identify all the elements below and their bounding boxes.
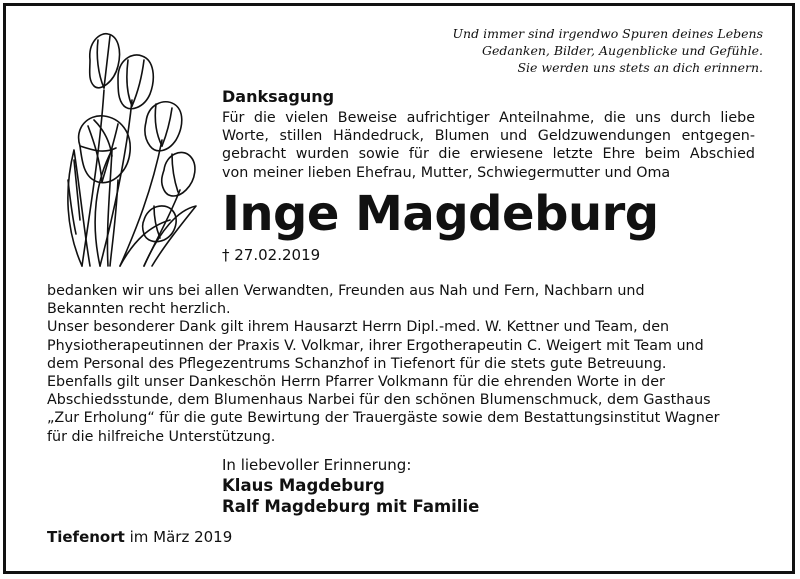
body-line: für die hilfreiche Unterstützung. [47,428,276,445]
body-line: Abschiedsstunde, dem Blumenhaus Narbei für den schönen Blumenschmuck, dem Gasthaus [47,392,711,409]
signer-name: Klaus Magdeburg [222,476,385,495]
intro-line: von meiner lieben Ehefrau, Mutter, Schwiegermutter und Oma [222,164,671,181]
place-name: Tiefenort [47,528,125,546]
body-line: Bekannten recht herzlich. [47,301,231,318]
death-date: † 27.02.2019 [222,246,321,264]
heading-danksagung: Danksagung [222,87,335,106]
memory-line: In liebevoller Erinnerung: [222,456,412,474]
date-text: im März 2019 [129,528,233,546]
body-paragraph [47,282,755,446]
tulip-bouquet-icon [60,30,200,268]
deceased-name: Inge Magdeburg [222,186,659,242]
intro-line: Worte, stillen Händedruck, Blumen und Geldzuwendungen entgegen- [222,128,755,145]
body-line: bedanken wir uns bei allen Verwandten, Freunden aus Nah und Fern, Nachbarn und [47,283,645,299]
body-line: Ebenfalls gilt unser Dankeschön Herrn Pfarrer Volkmann für die ehrenden Worte in der [47,374,665,391]
body-line: Unser besonderer Dank gilt ihrem Hausarzt Herrn Dipl.-med. W. Kettner und Team, den [47,319,670,336]
body-line: Physiotherapeutinnen der Praxis V. Volkmar, ihrer Ergotherapeutin C. Weigert mit Team und [47,337,704,354]
signer-name: Ralf Magdeburg mit Familie [222,497,480,516]
intro-paragraph [222,109,755,182]
body-line: „Zur Erholung“ für die gute Bewirtung der Trauergäste sowie dem Bestattungsinstitut Wagner [47,410,720,427]
intro-line: gebracht wurden sowie für die erwiesene letzte Ehre beim Abschied [222,146,755,163]
quote-block [423,25,763,76]
quote-line: Sie werden uns stets an dich erinnern. [517,60,763,75]
quote-line: Gedanken, Bilder, Augenblicke und Gefühle. [481,43,763,58]
intro-line: Für die vielen Beweise aufrichtiger Anteilnahme, die uns durch liebe [222,110,755,126]
place-date [47,528,232,546]
quote-line: Und immer sind irgendwo Spuren deines Lebens [452,26,763,41]
body-line: dem Personal des Pflegezentrums Schanzhof in Tiefenort für die stets gute Betreuung. [47,355,667,372]
